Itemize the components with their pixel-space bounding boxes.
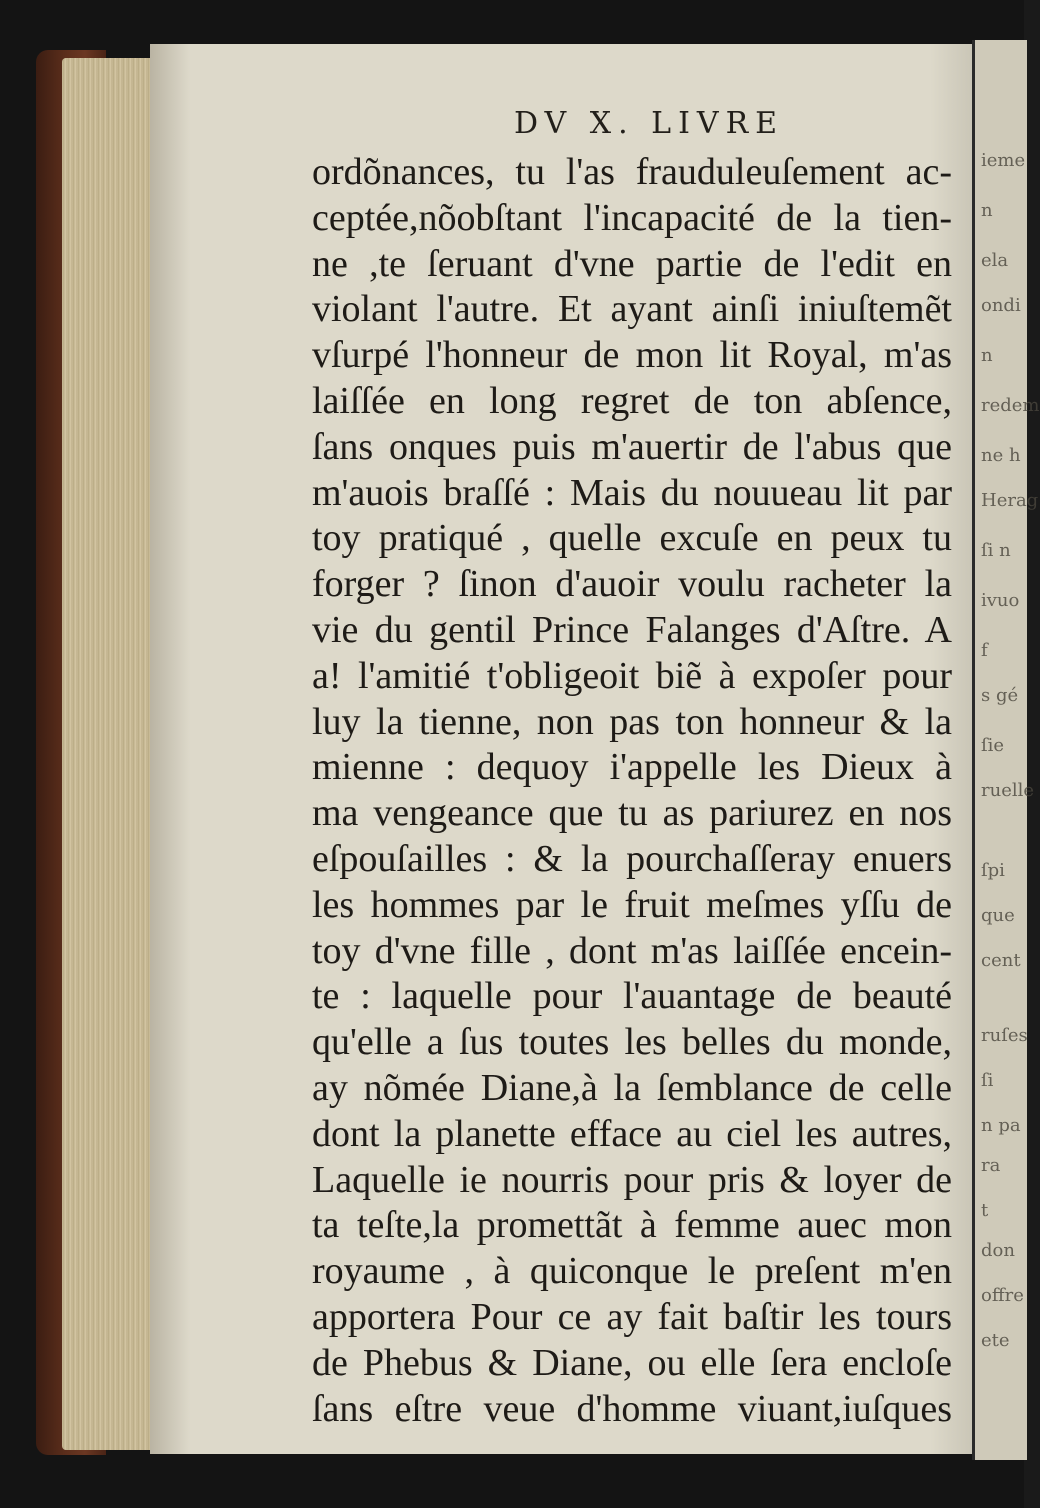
adjacent-page-fragment: Herag (981, 490, 1039, 511)
adjacent-page-fragment: ſi (981, 1070, 994, 1091)
text-line: vie du gentil Prince Falanges d'Aſtre. A (312, 608, 952, 651)
adjacent-page-fragment: ondi (981, 295, 1021, 316)
adjacent-page-fragment: f (981, 640, 988, 661)
adjacent-page-fragment: ſpi (981, 860, 1005, 881)
adjacent-page-fragment: don (981, 1240, 1015, 1261)
adjacent-page-fragment: n (981, 345, 993, 366)
text-line: vſurpé l'honneur de mon lit Royal, m'as (312, 334, 952, 377)
text-line: ſans onques puis m'auertir de l'abus que (312, 425, 952, 468)
text-line: apportera Pour ce ay fait baſtir les tours (312, 1295, 952, 1338)
text-line: laiſſée en long regret de ton abſence, (312, 379, 952, 422)
adjacent-page-fragment: cent (981, 950, 1021, 971)
text-line: toy pratiqué , quelle excuſe en peux tu (312, 517, 952, 560)
adjacent-page-fragment: s gé (981, 685, 1019, 706)
text-line: dont la planette efface au ciel les autres, (312, 1112, 952, 1155)
text-line: luy la tienne, non pas ton honneur & la (312, 700, 952, 743)
text-line: les hommes par le fruit meſmes yſſu de (312, 883, 952, 926)
adjacent-page-fragment: ela (981, 250, 1009, 271)
text-line: ma vengeance que tu as pariurez en nos (312, 792, 952, 835)
adjacent-page-fragment: ivuo (981, 590, 1020, 611)
text-line: mienne : dequoy i'appelle les Dieux à (312, 746, 952, 789)
adjacent-page-fragment: que (981, 905, 1015, 926)
text-line: de Phebus & Diane, ou elle ſera encloſe (312, 1341, 952, 1384)
running-header: DV X. LIVRE (514, 106, 785, 141)
adjacent-page-fragment: ſi n (981, 540, 1011, 561)
text-line: violant l'autre. Et ayant ainſi iniuſtemẽt (312, 288, 952, 331)
adjacent-page-fragment: ruſes (981, 1025, 1028, 1046)
adjacent-page-fragment: n pa (981, 1115, 1021, 1136)
text-line: Laquelle ie nourris pour pris & loyer de (312, 1158, 952, 1201)
text-line: toy d'vne fille , dont m'as laiſſée encein- (312, 929, 952, 972)
adjacent-page-fragment: ra (981, 1155, 1001, 1176)
adjacent-page-fragment: redem (981, 395, 1040, 416)
adjacent-page-fragment: ſie (981, 735, 1005, 756)
text-line: ordõnances, tu l'as frauduleuſement ac- (312, 151, 952, 193)
text-line: forger ? ſinon d'auoir voulu racheter la (312, 563, 952, 606)
text-line: qu'elle a ſus toutes les belles du monde, (312, 1021, 952, 1064)
text-line: ta teſte,la promettãt à femme auec mon (312, 1204, 952, 1247)
adjacent-page-fragment: ruelle (981, 780, 1035, 801)
page-body-text (312, 150, 952, 1432)
text-line: ay nõmée Diane,à la ſemblance de celle (312, 1066, 952, 1109)
text-line: ne ,te ſeruant d'vne partie de l'edit en (312, 242, 952, 285)
text-line: te : laquelle pour l'auantage de beauté (312, 975, 952, 1018)
adjacent-page-fragment: n (981, 200, 993, 221)
adjacent-page-fragment: ete (981, 1330, 1010, 1351)
text-line: a! l'amitié t'obligeoit biẽ à expoſer pour (312, 654, 952, 697)
text-line: m'auois braſſé : Mais du nouueau lit par (312, 471, 952, 514)
adjacent-page-fragment: offre (981, 1285, 1024, 1306)
text-line: royaume , à quiconque le preſent m'en (312, 1250, 952, 1293)
adjacent-page-fragment: ne h (981, 445, 1021, 466)
adjacent-page-fragment: t (981, 1200, 989, 1221)
text-line: ceptée,nõobſtant l'incapacité de la tien- (312, 196, 952, 239)
text-line: eſpouſailles : & la pourchaſſeray enuers (312, 837, 952, 880)
adjacent-page-fragment: ieme (981, 150, 1026, 171)
adjacent-page-edge (972, 40, 1040, 1460)
text-line: ſans eſtre veue d'homme viuant,iuſques (312, 1387, 952, 1430)
